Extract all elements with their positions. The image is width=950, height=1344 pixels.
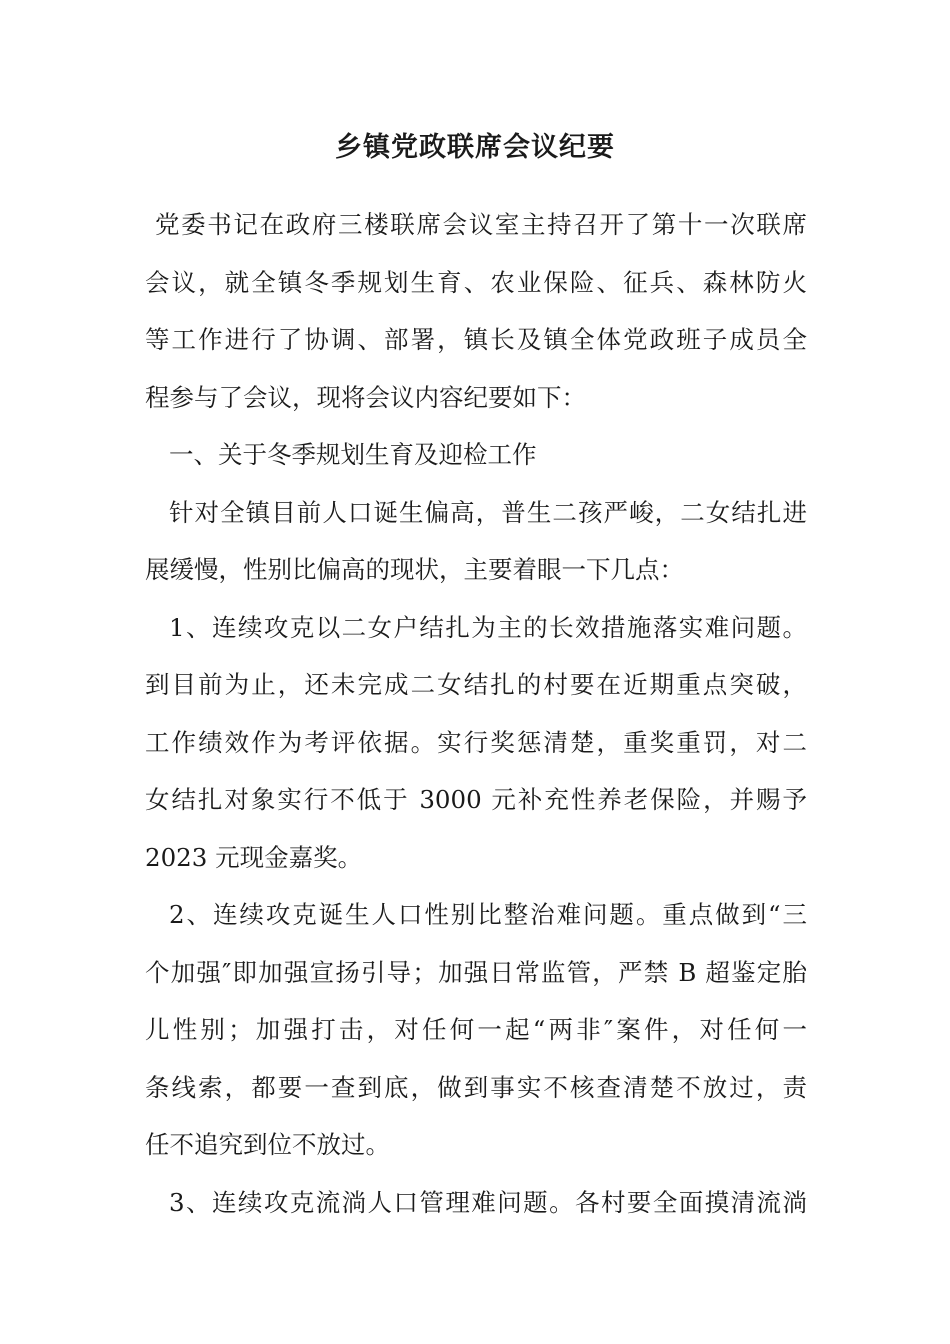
paragraph-line: 儿性别；加强打击，对任何一起“两非″案件，对任何一 [145,1015,807,1044]
document-body [145,196,807,1231]
paragraph-line: 到目前为止，还未完成二女结扎的村要在近期重点突破， [145,670,807,699]
paragraph-line: 个加强″即加强宣扬引导；加强日常监管，严禁 B 超鉴定胎 [145,957,807,987]
section-heading: 一、关于冬季规划生育及迎检工作 [169,440,537,469]
list-item-line: 3、连续攻克流淌人口管理难问题。各村要全面摸清流淌 [169,1187,807,1217]
list-item-line: 2、连续攻克诞生人口性别比整治难问题。重点做到“三 [169,900,807,929]
paragraph-line: 2023 元现金嘉奖。 [145,842,363,872]
paragraph-line: 党委书记在政府三楼联席会议室主持召开了第十一次联席 [155,210,807,239]
paragraph-line: 会议，就全镇冬季规划生育、农业保险、征兵、森林防火 [145,267,807,297]
paragraph-line: 任不追究到位不放过。 [145,1130,390,1159]
document-title: 乡镇党政联席会议纪要 [335,132,615,163]
paragraph-line: 程参与了会议，现将会议内容纪要如下： [145,382,586,412]
paragraph-line: 条线索，都要一查到底，做到事实不核查清楚不放过，责 [145,1072,807,1102]
list-item-line: 1、连续攻克以二女户结扎为主的长效措施落实难问题。 [169,612,807,642]
paragraph-line: 针对全镇目前人口诞生偏高，普生二孩严峻，二女结扎进 [169,497,807,527]
paragraph-line: 等工作进行了协调、部署，镇长及镇全体党政班子成员全 [145,325,807,354]
paragraph-line: 工作绩效作为考评依据。实行奖惩清楚，重奖重罚，对二 [145,727,807,757]
paragraph-line: 展缓慢，性别比偏高的现状，主要着眼一下几点： [145,555,684,584]
paragraph-line: 女结扎对象实行不低于 3000 元补充性养老保险，并赐予 [145,785,807,814]
